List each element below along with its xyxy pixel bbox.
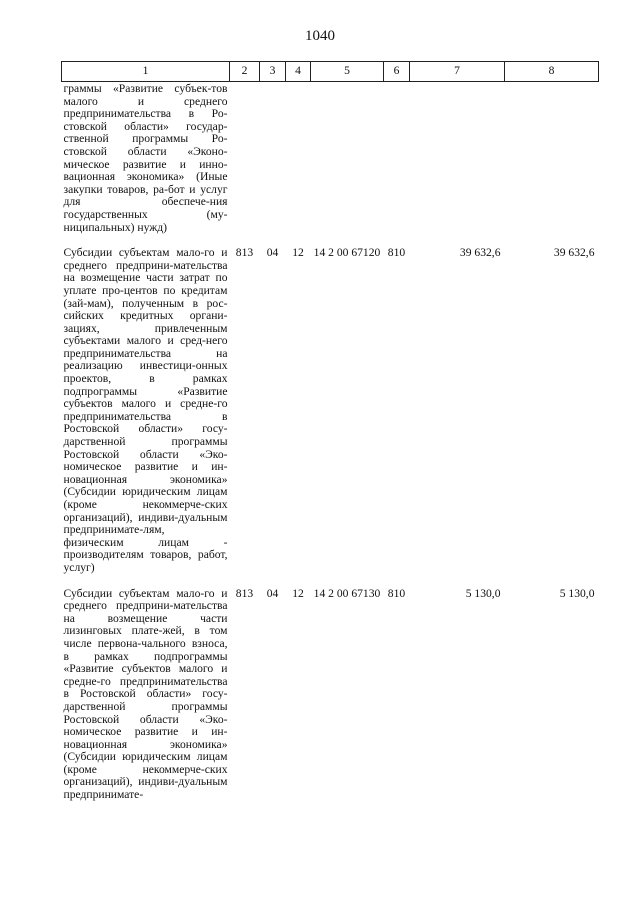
cell-expense-type: 810 <box>387 586 406 600</box>
cell-amount-2 <box>505 82 599 235</box>
row-description: Субсидии субъектам мало-го и среднего предприни-мательства на возмещение части лизинговых плате-жей, в том числе первона-чального взноса, в рамках подпрограммы «Развитие субъектов малого и средне-го предпринимательства в Ростовской области» госу-дарственной программы Ростовской области «Эко-номическое развитие и ин-новационная экономика» (Субсидии юридическим лицам (кроме некоммерче-ских организаций), индиви-дуальным предпринимате- <box>63 586 228 802</box>
cell-section: 04 <box>266 246 279 260</box>
column-header: 8 <box>505 62 599 82</box>
column-header: 2 <box>230 62 260 82</box>
cell-target-article <box>311 82 384 235</box>
column-header: 7 <box>410 62 505 82</box>
page-number: 1040 <box>305 28 335 44</box>
column-header: 1 <box>62 62 230 82</box>
cell-amount-1: 39 632,6 <box>459 246 501 260</box>
cell-subsection <box>286 82 311 235</box>
column-header: 3 <box>260 62 286 82</box>
cell-target-article: 14 2 00 67120 <box>313 246 381 260</box>
cell-subsection: 12 <box>292 586 304 600</box>
table-row <box>62 234 599 574</box>
cell-ministry <box>230 82 260 235</box>
cell-expense-type: 810 <box>387 246 406 260</box>
cell-amount-2: 5 130,0 <box>559 586 595 600</box>
budget-table <box>61 61 599 802</box>
cell-amount-2: 39 632,6 <box>553 246 595 260</box>
cell-subsection: 12 <box>292 246 304 260</box>
table-row <box>62 82 599 235</box>
cell-expense-type <box>384 82 410 235</box>
cell-section: 04 <box>266 586 279 600</box>
table-header-row <box>62 62 599 82</box>
cell-target-article: 14 2 00 67130 <box>313 586 381 600</box>
cell-amount-1: 5 130,0 <box>465 586 501 600</box>
column-header: 4 <box>286 62 311 82</box>
row-description: граммы «Развитие субъек-тов малого и среднего предпринимательства в Ро-стовской области» государ-ственной программы Ро-стовской области «Эконо-мическое развитие и инно-вационная экономика» (Иные закупки товаров, ра-бот и услуг для обеспече-ния государственных (му-ниципальных) нужд) <box>63 82 228 234</box>
column-header: 5 <box>311 62 384 82</box>
table-row <box>62 575 599 802</box>
cell-ministry: 813 <box>235 586 254 600</box>
column-header: 6 <box>384 62 410 82</box>
cell-amount-1 <box>410 82 505 235</box>
cell-section <box>260 82 286 235</box>
cell-ministry: 813 <box>235 246 254 260</box>
row-description: Субсидии субъектам мало-го и среднего предприни-мательства на возмещение части затрат по уплате про-центов по кредитам (зай-мам), полученным в рос-сийских кредитных органи-зациях, привлеченным субъектами малого и сред-него предпринимательства на реализацию инвестици-онных проектов, в рамках подпрограммы «Развитие субъектов малого и средне-го предпринимательства в Ростовской области» госу-дарственной программы Ростовской области «Эко-номическое развитие и ин-новационная экономика» (Субсидии юридическим лицам (кроме некоммерче-ских организаций), индиви-дуальным предпринимате-лям, физическим лицам - производителям товаров, работ, услуг) <box>63 246 228 574</box>
